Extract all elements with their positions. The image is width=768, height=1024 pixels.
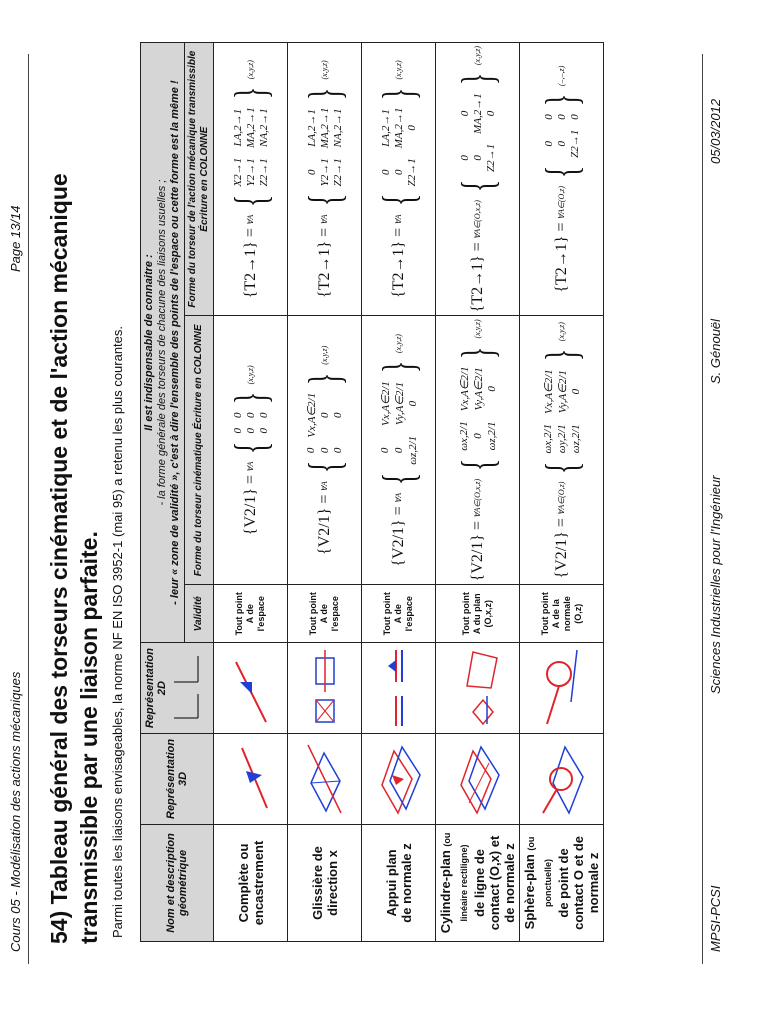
- liaison-name: Complète ou: [235, 843, 251, 923]
- page-number: Page 13/14: [8, 205, 23, 272]
- validity-cell: Tout point A de l'espace: [362, 585, 436, 643]
- stat-basis: (–,–,z): [557, 65, 566, 87]
- left-brace-icon: {: [224, 441, 276, 454]
- table-row: [214, 43, 288, 942]
- liaison-name: Cylindre-plan: [438, 850, 453, 934]
- stat-cell: MA,2→1: [471, 93, 484, 134]
- col-3d-header: Représentation 3D: [141, 734, 214, 825]
- left-brace-icon: {: [298, 194, 350, 207]
- kin-cell: 0: [231, 412, 244, 418]
- kin-cell: Vy,A∈2/1: [393, 382, 406, 426]
- kinematic-torsor-cell: [520, 316, 604, 585]
- liaison-2d-icon: [453, 644, 503, 732]
- stat-cell: 0: [458, 110, 471, 117]
- kin-cell: ωz,2/1: [406, 435, 419, 465]
- col-2d-header: [141, 643, 214, 734]
- kin-validity-sub: ∀A: [246, 461, 255, 472]
- kin-cell: 0: [392, 447, 405, 454]
- kin-cell: Vx,A∈2/1: [542, 369, 555, 415]
- kin-torsor: [298, 345, 350, 555]
- stat-cell: 0: [542, 141, 555, 147]
- col-kin-header: Forme du torseur cinématique Écriture en COLONNE: [185, 316, 214, 585]
- kinematic-torsor-cell: [362, 316, 436, 585]
- kin-cell: Vx,A∈2/1: [458, 366, 471, 412]
- liaison-3d-icon: [222, 735, 280, 823]
- kin-torsor: [451, 319, 503, 582]
- table-row: [436, 43, 520, 942]
- static-torsor-cell: [520, 43, 604, 316]
- table-row: [362, 43, 436, 942]
- kin-cell: ωz,2/1: [485, 421, 498, 451]
- note-line2: - la forme générale des torseurs de chacune des liaisons usuelles ;: [156, 179, 168, 506]
- kin-cell: Vy,A∈2/1: [556, 370, 569, 414]
- liaison-name-cell: [214, 824, 288, 941]
- stat-torsor: [451, 46, 503, 313]
- stat-basis: (x,y,z): [394, 60, 403, 80]
- kin-cell: 0: [231, 428, 244, 434]
- right-brace-icon: }: [224, 87, 276, 100]
- kin-cell: 0: [257, 428, 270, 434]
- stat-lhs: {T2→1} =: [315, 227, 333, 298]
- kin-validity-sub: ∀A∈(O,x,z): [473, 478, 482, 518]
- validity-cell: Tout point A de la normale (O,z): [520, 585, 604, 643]
- left-brace-icon: {: [535, 165, 587, 178]
- right-brace-icon: }: [372, 87, 424, 100]
- stat-cell: Y2→1: [244, 158, 257, 187]
- kin-cell: ωy,2/1: [555, 424, 568, 454]
- col-validity-header: Validité: [185, 585, 214, 643]
- liaison-name: Sphère-plan: [522, 854, 537, 930]
- liaison-name-cell: [520, 824, 604, 941]
- stat-cell: 0: [542, 114, 555, 120]
- stat-validity-sub: ∀A: [246, 214, 255, 226]
- validity-cell: Tout point A de l'espace: [288, 585, 362, 643]
- static-torsor-cell: [436, 43, 520, 316]
- col-stat-header: Forme du torseur de l'action mécanique transmissible Écriture en COLONNE: [185, 43, 214, 316]
- stat-lhs: {T2→1} =: [468, 242, 486, 313]
- stat-cell: MA,2→1: [318, 107, 331, 149]
- stat-cell: 0: [458, 155, 471, 161]
- kin-matrix: [379, 381, 419, 465]
- kin-cell: 0: [471, 433, 484, 439]
- header-rule: [28, 54, 29, 964]
- kin-cell: Vy,A∈2/1: [472, 367, 485, 411]
- right-brace-icon: }: [451, 73, 503, 86]
- right-brace-icon: }: [535, 94, 587, 107]
- left-brace-icon: {: [451, 458, 503, 471]
- stat-matrix: [380, 108, 418, 187]
- liaison-name-cell: [288, 824, 362, 941]
- stat-torsor: [224, 60, 276, 299]
- right-brace-icon: }: [298, 87, 350, 100]
- liaison-3d-icon: [533, 735, 591, 823]
- stat-cell: 0: [379, 169, 392, 176]
- stat-matrix: [543, 114, 581, 158]
- kin-basis: (x,y,z): [473, 319, 482, 339]
- liaison-2d-icon: [226, 644, 276, 732]
- stat-lhs: {T2→1} =: [552, 222, 570, 293]
- stat-basis: (x,y,z): [320, 60, 329, 80]
- stat-basis: (x,y,z): [246, 60, 255, 80]
- rep-3d-cell: [288, 734, 362, 825]
- rep-3d-cell: [436, 734, 520, 825]
- stat-lhs: {T2→1} =: [389, 227, 407, 298]
- kin-cell: 0: [406, 400, 419, 407]
- stat-matrix: [232, 107, 270, 186]
- liaison-name-cell: [362, 824, 436, 941]
- liaison-description: encastrement: [250, 840, 266, 926]
- stat-cell: Z2→1: [331, 158, 344, 187]
- kin-torsor: [372, 334, 424, 567]
- stat-cell: 0: [392, 169, 405, 176]
- kin-basis: (x,y,z): [557, 322, 566, 342]
- stat-cell: 0: [555, 114, 568, 120]
- kin-lhs: {V2/1} =: [468, 520, 486, 582]
- kinematic-torsor-cell: [214, 316, 288, 585]
- kin-cell: 0: [319, 447, 331, 454]
- stat-cell: 0: [568, 114, 581, 120]
- stat-cell: NA,2→1: [257, 108, 270, 148]
- liaison-2d-icon: [374, 644, 424, 732]
- col-2d-label: Représentation 2D: [143, 648, 168, 729]
- kin-validity-sub: ∀A: [394, 492, 403, 504]
- kin-cell: 0: [569, 388, 582, 395]
- stat-torsor: [372, 60, 424, 298]
- stat-cell: 0: [555, 141, 568, 147]
- stat-cell: MA,2→1: [392, 107, 405, 149]
- kin-cell: 0: [485, 386, 498, 392]
- liaison-2d-icon: [300, 644, 350, 732]
- left-brace-icon: {: [224, 194, 276, 207]
- footer-left: MPSI-PCSI: [708, 885, 723, 952]
- kin-cell: 0: [257, 412, 270, 418]
- kinematic-torsor-cell: [288, 316, 362, 585]
- stat-cell: 0: [305, 169, 318, 176]
- liaison-alt-name: (ou ponctuelle): [526, 836, 553, 907]
- footer-center: Sciences Industrielles pour l'Ingénieur: [708, 475, 723, 694]
- kin-basis: (x,y,z): [246, 365, 255, 385]
- right-brace-icon: }: [298, 372, 350, 385]
- stat-cell: MA,2→1: [244, 107, 257, 148]
- liaison-description: de normale z: [398, 843, 414, 923]
- kin-lhs: {V2/1} =: [552, 518, 570, 579]
- stat-cell: 0: [405, 125, 418, 131]
- kin-cell: Vx,A∈2/1: [306, 392, 318, 438]
- stat-cell: LA,2→1: [231, 108, 244, 147]
- right-brace-icon: }: [224, 392, 276, 405]
- stat-validity-sub: ∀A∈(O,z): [557, 185, 566, 220]
- liaison-3d-icon: [449, 735, 507, 823]
- kin-cell: 0: [244, 428, 257, 434]
- rep-2d-cell: [214, 643, 288, 734]
- page-title: 54) Tableau général des torseurs cinématique et de l'action mécanique transmissible par une liaison parfaite.: [46, 173, 102, 944]
- stat-lhs: {T2→1} =: [241, 228, 259, 299]
- stat-cell: 0: [484, 110, 497, 117]
- footer-rule: [702, 54, 703, 964]
- stat-cell: Z2→1: [568, 129, 581, 158]
- left-brace-icon: {: [372, 472, 424, 485]
- validity-cell: Tout point A du plan (O,x,z): [436, 585, 520, 643]
- static-torsor-cell: [214, 43, 288, 316]
- stat-cell: NA,2→1: [331, 108, 344, 148]
- footer-date: 05/03/2012: [708, 98, 723, 164]
- kinematic-torsor-cell: [436, 316, 520, 585]
- kin-torsor: [535, 322, 587, 579]
- stat-cell: LA,2→1: [379, 109, 392, 147]
- rep-3d-cell: [214, 734, 288, 825]
- left-brace-icon: {: [535, 461, 587, 474]
- footer-author: S. Génouël: [708, 318, 723, 384]
- liaison-description: direction x: [324, 850, 340, 916]
- liaison-description: de ligne de contact (O,x) et de normale z: [472, 835, 517, 931]
- liaison-name: Appui plan: [383, 849, 399, 917]
- kin-matrix: [458, 367, 498, 451]
- stat-validity-sub: ∀A∈(O,x,z): [473, 200, 482, 240]
- stat-cell: Z2→1: [484, 143, 497, 172]
- stat-cell: Z2→1: [257, 158, 270, 187]
- stat-validity-sub: ∀A: [394, 214, 403, 225]
- kin-cell: ωx,2/1: [541, 424, 554, 454]
- rep-3d-cell: [362, 734, 436, 825]
- left-brace-icon: {: [451, 179, 503, 193]
- static-torsor-cell: [362, 43, 436, 316]
- kin-basis: (x,y,z): [320, 345, 329, 365]
- liaisons-table: [140, 42, 604, 942]
- kin-cell: 0: [305, 447, 317, 454]
- kin-cell: 0: [244, 412, 257, 418]
- note-line3: - leur « zone de validité », c'est à dire l'ensemble des points de l'espace ou cette forme est la même !: [169, 80, 181, 605]
- liaison-description: de point de contact O et de normale z: [556, 835, 601, 930]
- kin-basis: (x,y,z): [394, 334, 403, 354]
- right-brace-icon: }: [535, 349, 587, 362]
- kin-lhs: {V2/1} =: [389, 506, 407, 567]
- liaison-name-cell: [436, 824, 520, 941]
- stat-cell: LA,2→1: [305, 109, 318, 147]
- liaison-alt-name: (ou linéaire rectiligne): [442, 832, 469, 922]
- left-brace-icon: {: [298, 461, 350, 474]
- kin-torsor: [224, 365, 276, 536]
- right-brace-icon: }: [372, 361, 424, 374]
- axes-2d-icon: [168, 648, 208, 728]
- kin-matrix: [542, 369, 582, 453]
- kin-validity-sub: ∀A: [320, 481, 329, 492]
- stat-basis: (x,y,z): [473, 46, 482, 66]
- right-brace-icon: }: [451, 346, 503, 359]
- validity-cell: Tout point A de l'espace: [214, 585, 288, 643]
- kin-lhs: {V2/1} =: [315, 494, 333, 555]
- stat-matrix: [306, 108, 344, 187]
- kin-cell: Vx,A∈2/1: [379, 381, 392, 426]
- kin-matrix: [305, 393, 344, 453]
- stat-torsor: [298, 60, 350, 298]
- liaison-2d-icon: [537, 644, 587, 732]
- kin-cell: 0: [332, 412, 344, 418]
- kin-validity-sub: ∀A∈(O,z): [557, 481, 566, 516]
- stat-validity-sub: ∀A: [320, 214, 329, 225]
- kin-cell: 0: [319, 412, 331, 418]
- rep-3d-cell: [520, 734, 604, 825]
- rep-2d-cell: [288, 643, 362, 734]
- left-brace-icon: {: [372, 194, 424, 207]
- table-row: [520, 43, 604, 942]
- table-row: [288, 43, 362, 942]
- note-line1: Il est indispensable de connaitre :: [143, 254, 155, 431]
- kin-lhs: {V2/1} =: [241, 474, 259, 536]
- kin-cell: 0: [332, 447, 344, 454]
- stat-cell: Z2→1: [405, 158, 418, 187]
- kin-cell: ωz,2/1: [569, 424, 582, 454]
- static-torsor-cell: [288, 43, 362, 316]
- stat-matrix: [459, 93, 497, 172]
- table-body: [214, 43, 604, 942]
- kin-matrix: [232, 413, 270, 434]
- rep-2d-cell: [520, 643, 604, 734]
- stat-cell: Y2→1: [318, 158, 331, 187]
- kin-cell: 0: [378, 447, 391, 454]
- kin-cell: ωx,2/1: [457, 421, 470, 451]
- note-cell: [141, 43, 185, 643]
- intro-text: Parmi toutes les liaisons envisageables, la norme NF EN ISO 3952-1 (mai 95) a retenu les plus courantes.: [110, 325, 125, 938]
- stat-torsor: [535, 65, 587, 293]
- col-name-header: Nom et description géométrique: [141, 824, 214, 941]
- liaison-name: Glissière de: [309, 846, 325, 920]
- rep-2d-cell: [362, 643, 436, 734]
- stat-cell: X2→1: [231, 157, 244, 187]
- course-header: Cours 05 - Modélisation des actions mécaniques: [8, 671, 23, 952]
- liaison-3d-icon: [370, 735, 428, 823]
- stat-cell: 0: [471, 155, 484, 161]
- rep-2d-cell: [436, 643, 520, 734]
- liaison-3d-icon: [296, 735, 354, 823]
